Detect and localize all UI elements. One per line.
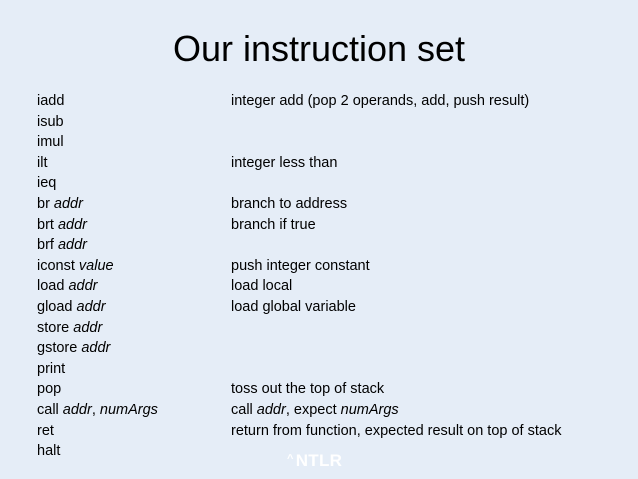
- instruction-description: load global variable: [231, 298, 356, 315]
- opcode: load: [37, 278, 69, 295]
- instruction-syntax: [37, 173, 56, 194]
- instruction-syntax: [37, 215, 87, 236]
- instruction-description: return from function, expected result on top of stack: [231, 422, 562, 439]
- instruction-syntax: [37, 379, 61, 400]
- opcode: halt: [37, 443, 61, 460]
- opcode: imul: [37, 134, 64, 151]
- instruction-syntax: [37, 400, 158, 421]
- description-call-text: call: [231, 401, 257, 418]
- instruction-syntax: [37, 318, 102, 339]
- operand: addr: [57, 216, 87, 233]
- opcode: iadd: [37, 93, 65, 109]
- instruction-description: toss out the top of stack: [231, 381, 385, 398]
- instruction-description: load local: [231, 278, 293, 295]
- opcode: iconst: [37, 257, 79, 274]
- instruction-syntax: [37, 194, 83, 215]
- opcode: ret: [37, 422, 54, 439]
- opcode: print: [37, 360, 66, 377]
- description-expect-text: , expect: [285, 401, 341, 418]
- instruction-description: integer add (pop 2 operands, add, push result): [231, 93, 530, 109]
- operand: addr: [53, 195, 83, 212]
- logo-text: NTLR: [295, 451, 343, 470]
- opcode: isub: [37, 113, 64, 130]
- instruction-syntax: [37, 132, 64, 153]
- slide-title: Our instruction set: [172, 28, 466, 69]
- opcode: brt: [37, 216, 58, 233]
- description-arg-count: numArgs: [340, 401, 399, 418]
- instruction-syntax: [37, 112, 64, 133]
- operand: value: [78, 257, 114, 274]
- operand: addr: [68, 278, 98, 295]
- instruction-description: [231, 400, 399, 421]
- opcode: pop: [37, 381, 62, 398]
- opcode: store: [37, 319, 74, 336]
- operand: addr: [81, 340, 111, 357]
- instruction-syntax: [37, 256, 114, 277]
- operand-separator: ,: [91, 401, 100, 418]
- opcode: gload: [37, 298, 77, 315]
- antlr-logo: [287, 448, 342, 470]
- instruction-description: branch if true: [231, 216, 316, 233]
- caret-icon: ^: [287, 453, 294, 465]
- instruction-syntax: [37, 338, 110, 359]
- instruction-description: branch to address: [231, 195, 348, 212]
- instruction-syntax: [37, 235, 87, 256]
- operand: addr: [73, 319, 103, 336]
- operand-arg-count: numArgs: [99, 401, 158, 418]
- instruction-syntax: [37, 421, 54, 442]
- instruction-syntax: [37, 441, 60, 462]
- opcode: ilt: [37, 154, 48, 171]
- instruction-description: integer less than: [231, 154, 338, 171]
- instruction-syntax: [37, 276, 97, 297]
- opcode: gstore: [37, 340, 82, 357]
- opcode: call: [37, 401, 63, 418]
- instruction-syntax: [37, 91, 64, 112]
- operand: addr: [57, 237, 87, 254]
- opcode: br: [37, 195, 54, 212]
- instruction-description: push integer constant: [231, 257, 370, 274]
- opcode: brf: [37, 237, 58, 254]
- instruction-syntax: [37, 153, 47, 174]
- operand: addr: [76, 298, 106, 315]
- instruction-syntax: [37, 297, 106, 318]
- opcode: ieq: [37, 175, 57, 192]
- description-address: addr: [256, 401, 286, 418]
- operand-address: addr: [62, 401, 92, 418]
- instruction-syntax: [37, 359, 65, 380]
